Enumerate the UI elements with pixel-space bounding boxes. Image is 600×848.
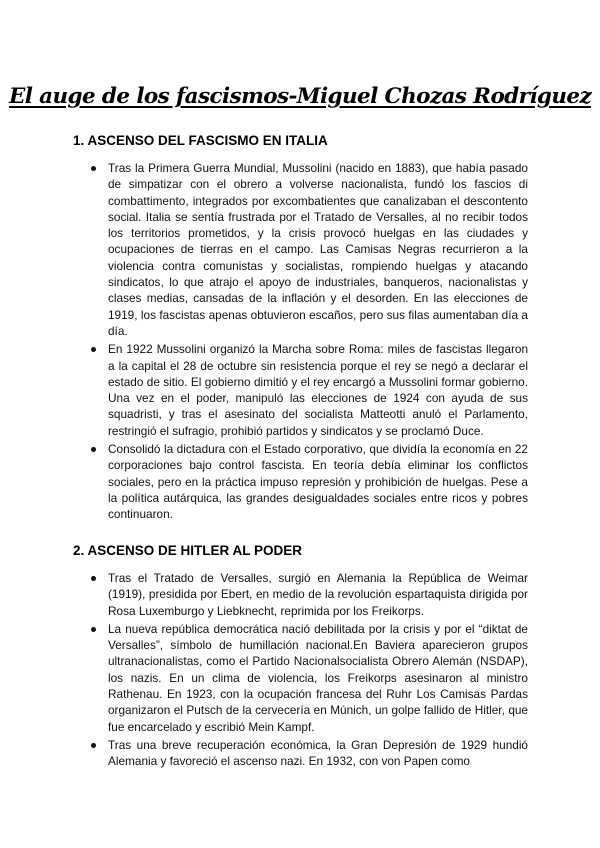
list-item: La nueva república democrática nació debilitada por la crisis y por el “diktat de Versalles”, símbolo de humillación nacional.En Baviera aparecieron grupos ultranacionalistas, como el Partido Nacionalsocialista Obrero Alemán (NSDAP), los nazis. En un clima de violencia, los Freikorps asesinaron al ministro Rathenau. En 1923, con la ocupación francesa del Ruhr Los Camisas Pardas organizaron el Putsch de la cervecería en Múnich, un golpe fallido de Hitler, que fue encarcelado y escribió Mein Kampf. [108, 621, 528, 734]
list-item: Tras el Tratado de Versalles, surgió en Alemania la República de Weimar (1919), presidida por Ebert, en medio de la revolución espartaquista dirigida por Rosa Luxemburgo y Liebknecht, reprimida por los Freikorps. [108, 571, 528, 618]
document-title: El auge de los fascismos-Miguel Chozas Rodríguez [8, 84, 592, 109]
list-item: En 1922 Mussolini organizó la Marcha sobre Roma: miles de fascistas llegaron a la capital el 28 de octubre sin resistencia porque el rey se negó a declarar el estado de sitio. El gobierno dimitió y el rey encargó a Mussolini formar gobierno. Una vez en el poder, manipuló las elecciones de 1924 con ayuda de sus squadristi, y tras el asesinato del socialista Matteotti anuló el Parlamento, restringió el sufragio, prohibió partidos y sindicatos y se proclamó Duce. [108, 342, 528, 438]
list-item: Tras una breve recuperación económica, la Gran Depresión de 1929 hundió Alemania y favoreció el ascenso nazi. En 1932, con von Papen como [108, 737, 528, 769]
section-heading-hitler: 2. ASCENSO DE HITLER AL PODER [73, 543, 303, 558]
list-item: Consolidó la dictadura con el Estado corporativo, que dividía la economía en 22 corporaciones bajo control fascista. En teoría debía eliminar los conflictos sociales, pero en la práctica impuso represión y prohibición de huelgas. Pese a la política autárquica, las grandes desigualdades sociales entre ricos y pobres continuaron. [108, 442, 528, 522]
list-item: Tras la Primera Guerra Mundial, Mussolini (nacido en 1883), que había pasado de simpatizar con el obrero a volverse nacionalista, fundó los fascios di combattimento, integrados por excombatientes que canalizaban el descontento social. Italia se sentía frustrada por el Tratado de Versalles, al no recibir todos los territorios prometidos, y la crisis provocó huelgas en las ciudades y ocupaciones de tierras en el campo. Las Camisas Negras recurrieron a la violencia contra comunistas y socialistas, rompiendo huelgas y atacando sindicatos, lo que atrajo el apoyo de industriales, banqueros, nacionalistas y clases medias, cansadas de la inflación y el desorden. En las elecciones de 1919, los fascistas apenas obtuvieron escaños, pero sus filas aumentaban día a día. [108, 161, 528, 338]
section-list-italia [108, 160, 528, 525]
section-list-hitler [108, 570, 528, 772]
section-heading-italia: 1. ASCENSO DEL FASCISMO EN ITALIA [73, 133, 328, 148]
